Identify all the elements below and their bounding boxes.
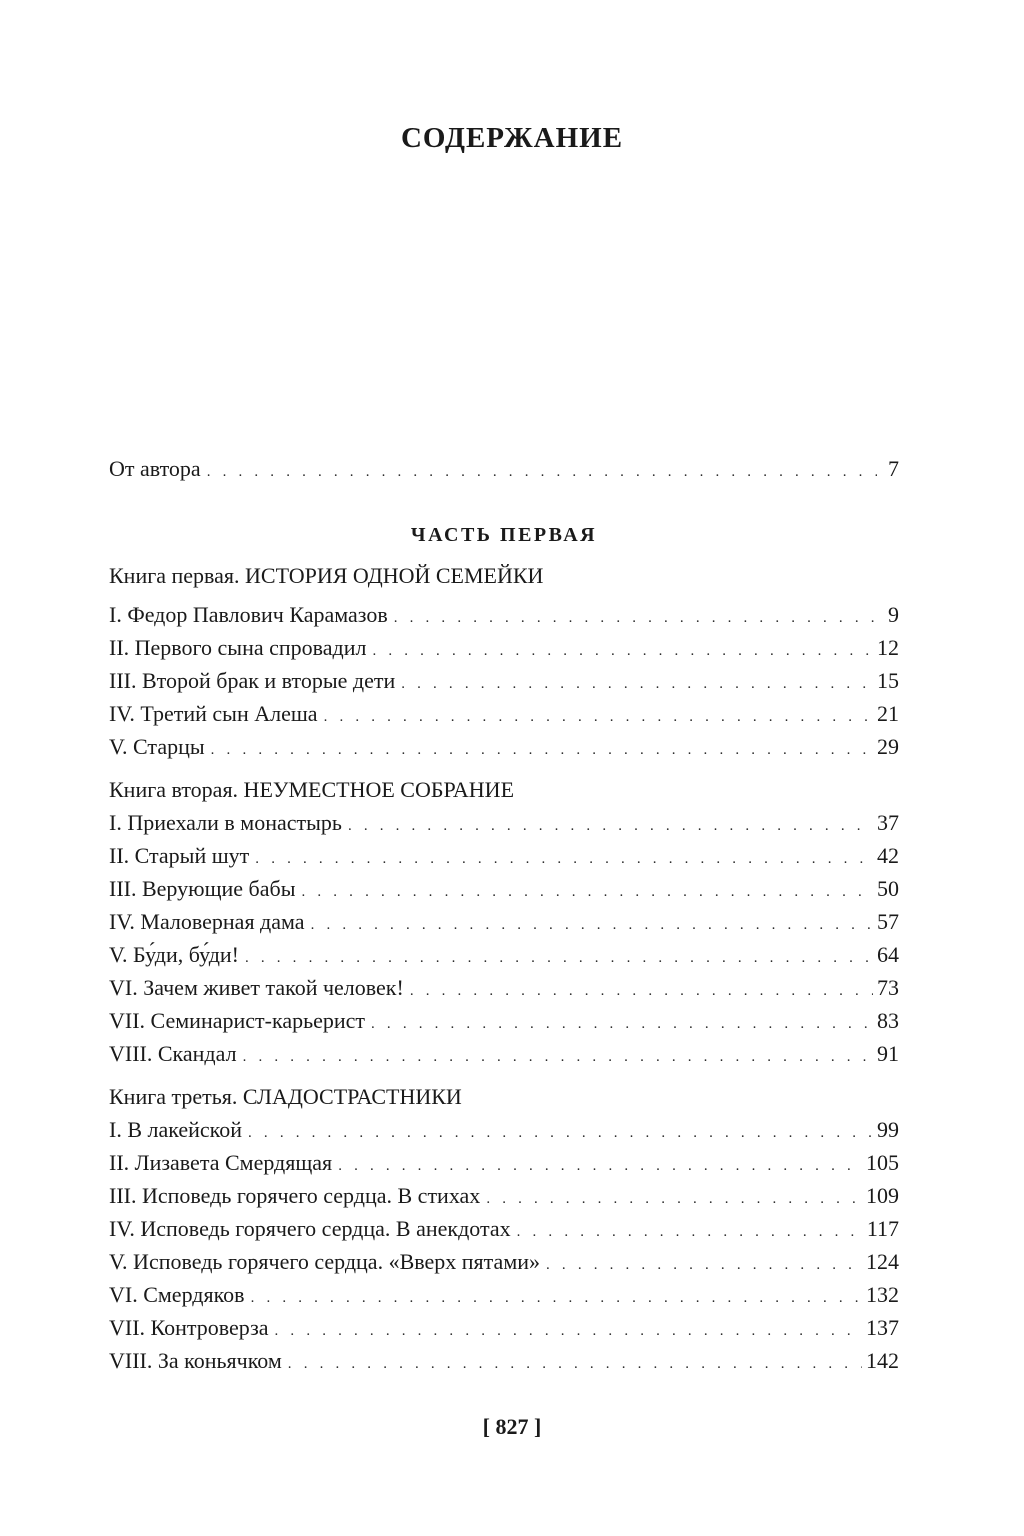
toc-entry-label: II. Старый шут: [109, 843, 250, 868]
dot-leader: [371, 1008, 873, 1041]
toc-entry: [109, 1146, 899, 1179]
dot-leader: [410, 975, 873, 1008]
toc-entry-label: I. Федор Павлович Карамазов: [109, 602, 388, 627]
toc-entry-page: 64: [877, 942, 899, 967]
dot-leader: [211, 734, 873, 767]
toc-entry-page: 7: [888, 456, 899, 481]
dot-leader: [248, 1117, 873, 1150]
toc-entry-label: I. Приехали в монастырь: [109, 810, 342, 835]
toc-entry: [109, 938, 899, 971]
dot-leader: [372, 635, 873, 668]
toc-entry-label: II. Лизавета Смердящая: [109, 1150, 333, 1175]
toc-entry-label: III. Второй брак и вторые дети: [109, 668, 396, 693]
dot-leader: [401, 668, 873, 701]
toc-entry-label: V. Бу́ди, бу́ди!: [109, 942, 239, 967]
book-heading: Книга вторая. НЕУМЕСТНОЕ СОБРАНИЕ: [109, 777, 515, 802]
toc-entry: [109, 598, 899, 631]
dot-leader: [207, 456, 877, 489]
toc-entry-label: IV. Маловерная дама: [109, 909, 305, 934]
dot-leader: [324, 701, 873, 734]
toc-entry-label: VII. Контроверза: [109, 1315, 269, 1340]
toc-entry: [109, 806, 899, 839]
dot-leader: [288, 1348, 862, 1381]
toc-entry: [109, 730, 899, 763]
toc-entry-page: 42: [877, 843, 899, 868]
toc-entry-page: 137: [866, 1315, 899, 1340]
toc-entry: [109, 1113, 899, 1146]
toc-entry-label: IV. Третий сын Алеша: [109, 701, 318, 726]
toc-entry-label: VIII. За коньячком: [109, 1348, 282, 1373]
page-title: СОДЕРЖАНИЕ: [400, 122, 624, 154]
toc-entry-label: VII. Семинарист-карьерист: [109, 1008, 366, 1033]
toc-entry-page: 91: [877, 1041, 899, 1066]
dot-leader: [255, 843, 873, 876]
page-number: [ 827 ]: [482, 1414, 542, 1439]
dot-leader: [546, 1249, 862, 1282]
toc-entry-page: 21: [877, 701, 899, 726]
toc-entry-page: 15: [877, 668, 899, 693]
toc-entry: [109, 872, 899, 905]
toc-entry-page: 124: [866, 1249, 899, 1274]
toc-entry-label: VIII. Скандал: [109, 1041, 237, 1066]
toc-entry-label: III. Верующие бабы: [109, 876, 296, 901]
toc-entry-page: 12: [877, 635, 899, 660]
toc-entry-page: 57: [877, 909, 899, 934]
toc-entry: [109, 1037, 899, 1070]
toc-entry: [109, 664, 899, 697]
toc-entry-page: 83: [877, 1008, 899, 1033]
toc-entry-label: II. Первого сына спровадил: [109, 635, 367, 660]
toc-entry: [109, 1004, 899, 1037]
toc-entry-page: 132: [866, 1282, 899, 1307]
toc-entry-page: 109: [866, 1183, 899, 1208]
toc-entry: [109, 971, 899, 1004]
toc-entry-page: 37: [877, 810, 899, 835]
toc-entry: [109, 1179, 899, 1212]
toc-entry-label: IV. Исповедь горячего сердца. В анекдотах: [109, 1216, 511, 1241]
dot-leader: [301, 876, 873, 909]
toc-entry-page: 29: [877, 734, 899, 759]
toc-entry: [109, 1245, 899, 1278]
toc-entry: [109, 1278, 899, 1311]
toc-entry-label: I. В лакейской: [109, 1117, 243, 1142]
toc-entry-preface: [109, 452, 899, 485]
book-heading: Книга третья. СЛАДОСТРАСТНИКИ: [109, 1084, 462, 1109]
toc-entry: [109, 839, 899, 872]
toc-entry-page: 99: [877, 1117, 899, 1142]
dot-leader: [311, 909, 873, 942]
toc-entry: [109, 1212, 899, 1245]
toc-entry-page: 9: [888, 602, 899, 627]
toc-entry: [109, 697, 899, 730]
toc-entry-page: 73: [877, 975, 899, 1000]
toc-entry: [109, 1344, 899, 1377]
dot-leader: [348, 810, 873, 843]
toc-entry-label: VI. Смердяков: [109, 1282, 245, 1307]
table-of-contents: [109, 452, 899, 1377]
dot-leader: [243, 1041, 873, 1074]
dot-leader: [275, 1315, 862, 1348]
toc-entry-page: 50: [877, 876, 899, 901]
dot-leader: [394, 602, 877, 635]
toc-entry-page: 117: [866, 1216, 899, 1241]
dot-leader: [486, 1183, 862, 1216]
book-heading: Книга первая. ИСТОРИЯ ОДНОЙ СЕМЕЙКИ: [109, 563, 544, 588]
dot-leader: [517, 1216, 863, 1249]
toc-entry-page: 142: [866, 1348, 899, 1373]
toc-entry: [109, 631, 899, 664]
toc-entry-page: 105: [866, 1150, 899, 1175]
toc-entry-label: От автора: [109, 456, 201, 481]
toc-entry: [109, 1311, 899, 1344]
toc-entry: [109, 905, 899, 938]
dot-leader: [251, 1282, 862, 1315]
part-heading: ЧАСТЬ ПЕРВАЯ: [410, 524, 598, 546]
toc-entry-label: VI. Зачем живет такой человек!: [109, 975, 404, 1000]
toc-entry-label: III. Исповедь горячего сердца. В стихах: [109, 1183, 481, 1208]
toc-entry-label: V. Старцы: [109, 734, 205, 759]
toc-entry-label: V. Исповедь горячего сердца. «Вверх пятами»: [109, 1249, 541, 1274]
